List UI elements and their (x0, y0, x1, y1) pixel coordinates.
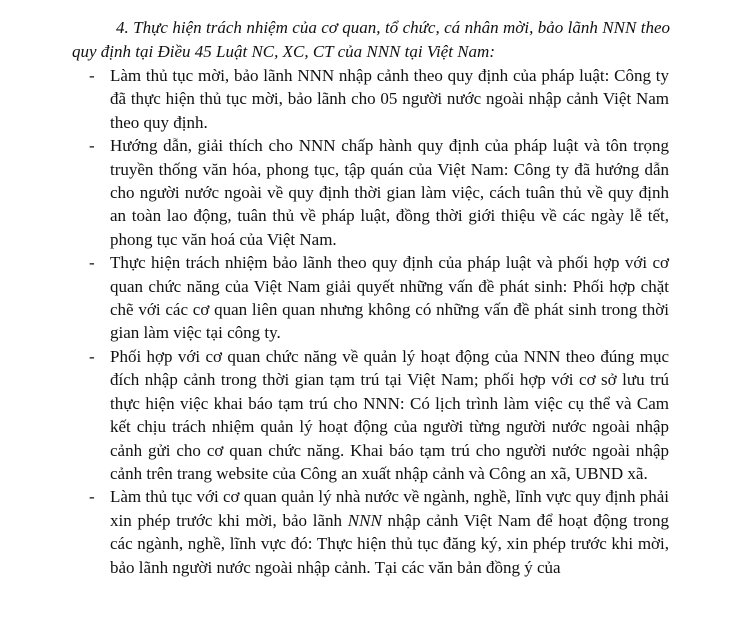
list-item-text (110, 485, 669, 579)
dash-marker: - (89, 346, 95, 366)
dash-marker: - (89, 253, 95, 273)
dash-marker: - (89, 136, 95, 156)
list-item-text: Phối hợp với cơ quan chức năng về quản lý hoạt động của NNN theo đúng mục đích nhập cảnh trong thời gian tạm trú tại Việt Nam; phối hợp với cơ sở lưu trú thực hiện việc khai báo tạm trú cho NNN: Có lịch trình làm việc cụ thể và Cam kết chịu trách nhiệm quản lý hoạt động của người từng người nước ngoài nhập cảnh gửi cho cơ quan chức năng. Khai báo tạm trú cho người nước ngoài nhập cảnh trên trang website của Công an xuất nhập cảnh và Công an xã, UBND xã. (110, 346, 669, 483)
list-item (0, 485, 669, 579)
list-item (0, 64, 669, 134)
dash-marker: - (89, 66, 95, 85)
list-item-text-end: nhập cảnh Việt Nam để hoạt động trong các ngành, nghề, lĩnh vực đó: Thực hiện thủ tục đăng ký, xin phép trước khi mời, bảo lãnh người nước ngoài nhập cảnh. Tại các văn bản đồng ý của (110, 510, 669, 577)
list-item-text: Hướng dẫn, giải thích cho NNN chấp hành quy định của pháp luật và tôn trọng truyền thống văn hóa, phong tục, tập quán của Việt Nam: Công ty đã hướng dẫn cho người nước ngoài về quy định thời gian làm việc, cách tuân thủ về quy định an toàn lao động, tuân thủ về pháp luật, đồng thời giới thiệu về các ngày lễ tết, phong tục văn hoá của Việt Nam. (110, 136, 669, 249)
dash-marker: - (89, 487, 95, 507)
list-item-text: Thực hiện trách nhiệm bảo lãnh theo quy định của pháp luật và phối hợp với cơ quan chức năng của Việt Nam giải quyết những vấn đề phát sinh: Phối hợp chặt chẽ với các cơ quan liên quan nhưng không có những vấn đề phát sinh trong thời gian làm việc tại công ty. (110, 253, 669, 343)
list-item (0, 134, 669, 251)
list-item (0, 345, 669, 485)
bullet-list (0, 64, 755, 579)
list-item-text-italic: NNN (347, 510, 382, 530)
list-item (0, 251, 669, 345)
list-item-text-start: Làm thủ tục với cơ quan quản lý nhà nước về ngành, nghề, lĩnh vực quy định phải xin phép trước khi mời, bảo lãnh (110, 487, 669, 530)
section-heading: 4. Thực hiện trách nhiệm của cơ quan, tổ chức, cá nhân mời, bảo lãnh NNN theo quy định tại Điều 45 Luật NC, XC, CT của NNN tại Việt Nam: (72, 18, 670, 61)
list-item-text: Làm thủ tục mời, bảo lãnh NNN nhập cảnh theo quy định của pháp luật: Công ty đã thực hiện thủ tục mời, bảo lãnh cho 05 người nước ngoài nhập cảnh Việt Nam theo quy định. (110, 66, 669, 132)
